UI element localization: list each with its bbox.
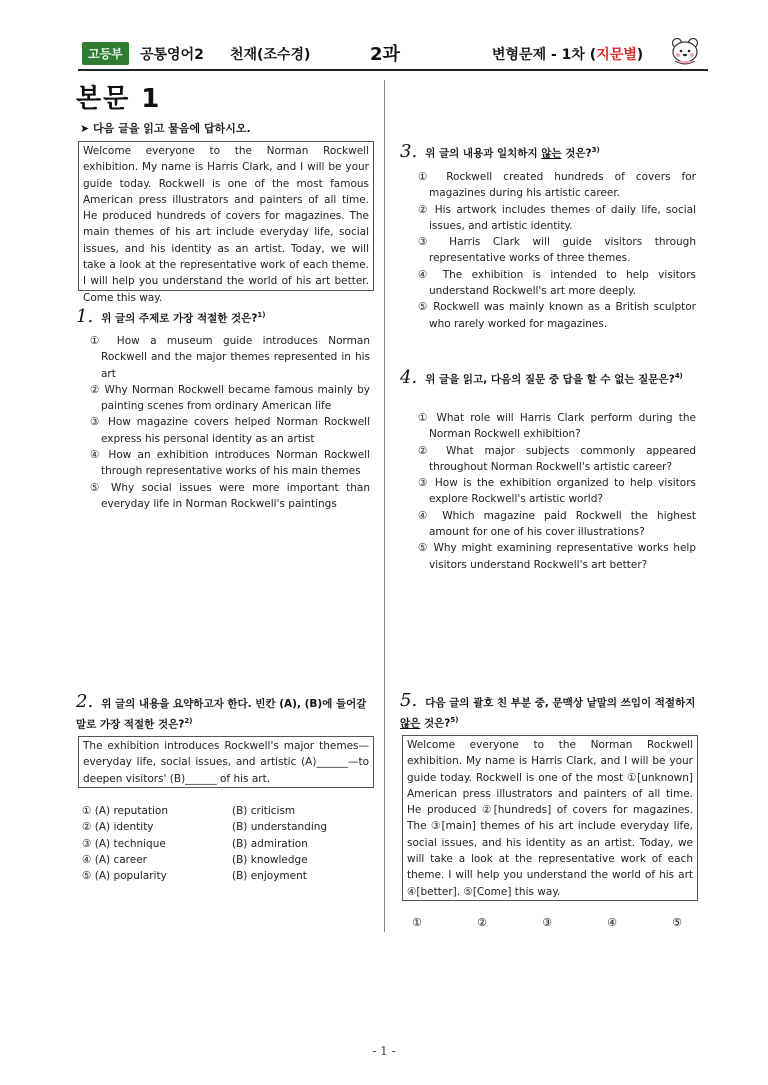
answer-mark[interactable]: ⑤ xyxy=(672,916,682,929)
question-4-options xyxy=(418,410,696,573)
question-5-title: 5. 다음 글의 괄호 친 부분 중, 문맥상 낱말의 쓰임이 적절하지 않은 것은?$^{5)}$ xyxy=(400,690,696,730)
question-3-title: 3. 위 글의 내용과 일치하지 않는 것은?$^{3)}$ xyxy=(400,140,600,162)
question-4-title: 4. 위 글을 읽고, 다음의 질문 중 답을 할 수 없는 질문은?$^{4)}$ xyxy=(400,366,683,388)
question-3-options xyxy=(418,169,696,332)
option[interactable]: ① Rockwell created hundreds of covers for magazines during his artistic career. xyxy=(418,171,696,200)
instruction: ➤ 다음 글을 읽고 물음에 답하시오. xyxy=(80,122,251,135)
option-a[interactable]: ④ (A) career xyxy=(82,853,147,866)
main-passage: Welcome everyone to the Norman Rockwell exhibition. My name is Harris Clark, and I will be your guide today. Rockwell is one of the most famous American press illustrators and painters of all time. He produced hundreds of covers for magazines. The main themes of his art include everyday life, social issues, and his identity as an artist. Today, we will take a look at the representative work of each theme. I will help you understand the world of his art better. Come this way. xyxy=(78,141,374,291)
option[interactable]: ② What major subjects commonly appeared throughout Norman Rockwell's artistic career? xyxy=(418,444,696,473)
option[interactable]: ④ The exhibition is intended to help visitors understand Rockwell's art more deeply. xyxy=(418,268,696,298)
page-header xyxy=(78,38,708,68)
answer-marks xyxy=(412,916,682,929)
option[interactable]: ② Why Norman Rockwell became famous mainly by painting scenes from ordinary American life xyxy=(90,383,370,413)
option-b: (B) knowledge xyxy=(232,853,308,866)
question-2-options xyxy=(82,803,374,884)
publisher-label: 천재(조수경) xyxy=(230,47,311,63)
option-b: (B) enjoyment xyxy=(232,870,307,883)
bear-mascot-icon xyxy=(668,34,702,68)
exam-label: 변형문제 - 1차 (지문별) xyxy=(492,47,644,63)
answer-mark[interactable]: ① xyxy=(412,916,422,929)
option[interactable]: ⑤ Why social issues were more important than everyday life in Norman Rockwell's paintings xyxy=(90,481,370,510)
answer-mark[interactable]: ② xyxy=(477,916,487,929)
option[interactable]: ② His artwork includes themes of daily life, social issues, and artistic identity. xyxy=(418,203,696,232)
option-a[interactable]: ① (A) reputation xyxy=(82,805,168,817)
option-a[interactable]: ② (A) identity xyxy=(82,821,154,834)
header-rule xyxy=(78,69,708,71)
option-a[interactable]: ⑤ (A) popularity xyxy=(82,870,167,883)
question-5-passage: Welcome everyone to the Norman Rockwell exhibition. My name is Harris Clark, and I will be your guide today. Rockwell is one of the most ①[unknown] American press illustrators and painters of all time. He produced ②[hundreds] of covers for magazines. The ③[main] themes of his art include everyday life, social issues, and his identity as an artist. Today, we will take a look at the representative work of each theme. I will help you understand the world of his art ④[better]. ⑤[Come] this way. xyxy=(402,735,698,901)
lesson-label: 2과 xyxy=(370,44,400,65)
question-2-title: 2. 위 글의 내용을 요약하고자 한다. 빈칸 (A), (B)에 들어갈 말로 가장 적절한 것은?$^{2)}$ xyxy=(76,691,367,731)
option[interactable]: ④ How an exhibition introduces Norman Rockwell through representative works of his main themes xyxy=(90,449,370,478)
option[interactable]: ③ Harris Clark will guide visitors through representative works of three themes. xyxy=(418,236,696,265)
summary-box: The exhibition introduces Rockwell's major themes—everyday life, social issues, and artistic (A)______—to deepen visitors' (B)______ of his art. xyxy=(78,736,374,788)
option-b: (B) criticism xyxy=(232,805,296,817)
option[interactable]: ③ How magazine covers helped Norman Rockwell express his personal identity as an artist xyxy=(90,416,370,445)
option[interactable]: ⑤ Rockwell was mainly known as a British sculptor who rarely worked for magazines. xyxy=(418,301,696,330)
subject-label: 공통영어2 xyxy=(140,47,204,63)
question-1-title: 1. 위 글의 주제로 가장 적절한 것은?$^{1)}$ xyxy=(76,305,266,327)
option[interactable]: ③ How is the exhibition organized to help visitors explore Rockwell's artistic world? xyxy=(418,477,696,506)
option[interactable]: ① How a museum guide introduces Norman Rockwell and the major themes represented in his art xyxy=(90,335,370,380)
option-b: (B) understanding xyxy=(232,821,328,834)
option-a[interactable]: ③ (A) technique xyxy=(82,837,166,850)
answer-mark[interactable]: ③ xyxy=(542,916,552,929)
column-divider xyxy=(384,80,385,932)
level-badge: 고등부 xyxy=(82,42,129,65)
option-b: (B) admiration xyxy=(232,837,308,850)
question-1-options xyxy=(90,333,370,512)
section-title: 본문 1 xyxy=(76,84,162,114)
answer-mark[interactable]: ④ xyxy=(607,916,617,929)
page-number: - 1 - xyxy=(372,1044,396,1058)
option[interactable]: ④ Which magazine paid Rockwell the highest amount for one of his cover illustrations? xyxy=(418,509,696,539)
option[interactable]: ① What role will Harris Clark perform during the Norman Rockwell exhibition? xyxy=(418,412,696,441)
option[interactable]: ⑤ Why might examining representative works help visitors understand Rockwell's art better? xyxy=(418,542,696,571)
